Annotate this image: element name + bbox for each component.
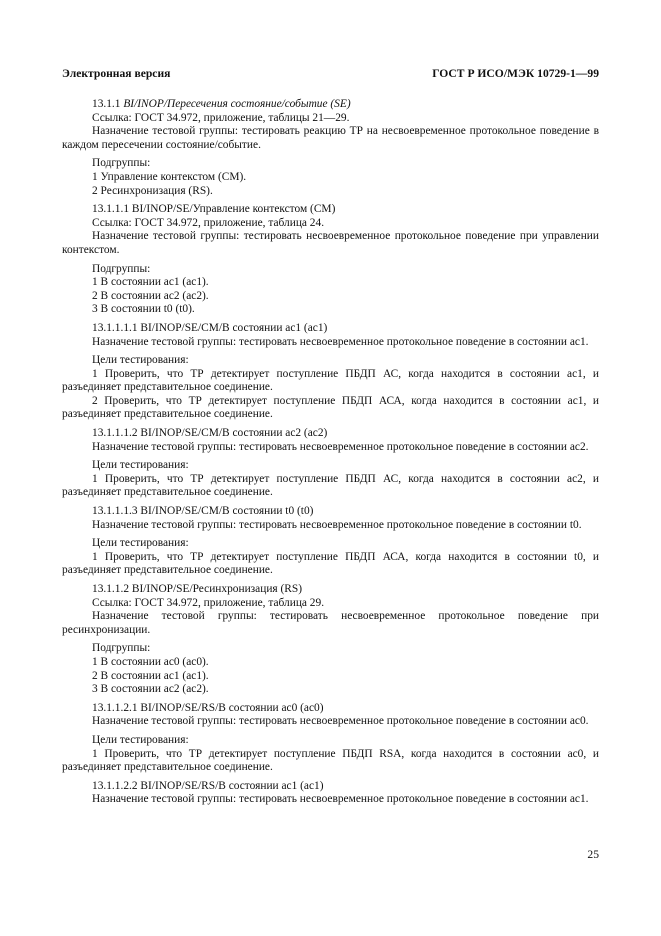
document-body	[62, 98, 599, 807]
paragraph-text: Подгруппы:	[92, 642, 151, 655]
paragraph-text: Назначение тестовой группы: тестировать реакцию ТР на несвоевременное протокольное поведение в каждом пересечении состояние/событие.	[62, 125, 599, 151]
paragraph	[62, 597, 599, 611]
paragraph	[62, 505, 599, 519]
paragraph	[62, 290, 599, 304]
paragraph-text: 2 В состоянии ас2 (ас2).	[92, 289, 209, 302]
paragraph	[62, 459, 599, 473]
paragraph	[62, 354, 599, 368]
paragraph-text: 13.1.1.1.1 BI/INOP/SE/CM/B состоянии ас1 (ас1)	[92, 321, 328, 334]
paragraph	[62, 303, 599, 317]
paragraph	[62, 112, 599, 126]
paragraph-text: Подгруппы:	[92, 262, 151, 275]
paragraph-text: 1 Управление контекстом (СМ).	[92, 170, 247, 183]
paragraph-text: 1 В состоянии ас1 (ас1).	[92, 276, 209, 289]
paragraph	[62, 336, 599, 350]
paragraph	[62, 441, 599, 455]
paragraph-text: Цели тестирования:	[92, 733, 189, 746]
paragraph	[62, 276, 599, 290]
paragraph-text: Назначение тестовой группы: тестировать несвоевременное протокольное поведение в состоянии ас2.	[92, 440, 589, 453]
paragraph-text: Цели тестирования:	[92, 537, 189, 550]
header-right: ГОСТ Р ИСО/МЭК 10729-1—99	[432, 67, 599, 80]
paragraph	[62, 715, 599, 729]
paragraph	[62, 171, 599, 185]
paragraph	[62, 230, 599, 257]
paragraph	[62, 185, 599, 199]
paragraph	[62, 473, 599, 500]
paragraph-text: 3 В состоянии t0 (t0).	[92, 303, 195, 316]
paragraph	[62, 125, 599, 152]
paragraph-text: 1 Проверить, что ТР детектирует поступление ПБДП АС, когда находится в состоянии ас2, и разъединяет представительное соединение.	[62, 472, 599, 499]
paragraph	[62, 98, 599, 112]
paragraph	[62, 519, 599, 533]
paragraph-text: 2 Ресинхронизация (RS).	[92, 184, 213, 197]
paragraph	[62, 551, 599, 578]
paragraph	[62, 670, 599, 684]
paragraph	[62, 203, 599, 217]
paragraph-text: Назначение тестовой группы: тестировать несвоевременное протокольное поведение в состоянии ас1.	[92, 793, 589, 806]
paragraph-text: 13.1.1.2.2 BI/INOP/SE/RS/B состоянии ас1 (ас1)	[92, 779, 324, 792]
paragraph	[62, 157, 599, 171]
paragraph	[62, 610, 599, 637]
paragraph	[62, 642, 599, 656]
paragraph-text: 3 В состоянии ас2 (ас2).	[92, 683, 209, 696]
paragraph	[62, 683, 599, 697]
paragraph-text: 2 В состоянии ас1 (ас1).	[92, 669, 209, 682]
paragraph	[62, 537, 599, 551]
paragraph-text: Цели тестирования:	[92, 354, 189, 367]
paragraph-text: 1 Проверить, что ТР детектирует поступление ПБДП RSA, когда находится в состоянии ас0, и разъединяет представительное соединение.	[62, 747, 599, 774]
paragraph-text: 13.1.1.2.1 BI/INOP/SE/RS/B состоянии ас0 (ас0)	[92, 701, 324, 714]
paragraph-text: 13.1.1.2 BI/INOP/SE/Ресинхронизация (RS)	[92, 583, 303, 595]
paragraph-text: Назначение тестовой группы: тестировать несвоевременное протокольное поведение в состоянии t0.	[92, 518, 582, 531]
paragraph-text: Назначение тестовой группы: тестировать несвоевременное протокольное поведение в состоянии ас1.	[92, 335, 589, 348]
paragraph-text: Назначение тестовой группы: тестировать несвоевременное протокольное поведение в состоянии ас0.	[92, 715, 589, 728]
paragraph	[62, 793, 599, 807]
paragraph-text: Цели тестирования:	[92, 459, 189, 472]
paragraph-text: 13.1.1.1 BI/INOP/SE/Управление контекстом (СМ)	[92, 203, 336, 216]
paragraph-text: Ссылка: ГОСТ 34.972, приложение, таблицы 21—29.	[92, 111, 350, 124]
paragraph	[62, 263, 599, 277]
paragraph-text: 1 Проверить, что ТР детектирует поступление ПБДП АСА, когда находится в состоянии t0, и разъединяет представительное соединение.	[62, 550, 599, 577]
paragraph-text: Ссылка: ГОСТ 34.972, приложение, таблица 24.	[92, 216, 325, 229]
paragraph	[62, 395, 599, 422]
paragraph	[62, 748, 599, 775]
paragraph-text: 13.1.1.1.3 BI/INOP/SE/CM/B состоянии t0 (t0)	[92, 505, 314, 518]
page-number: 25	[587, 848, 599, 861]
paragraph	[62, 322, 599, 336]
paragraph	[62, 368, 599, 395]
paragraph	[62, 780, 599, 794]
paragraph-text: 1 Проверить, что ТР детектирует поступление ПБДП АС, когда находится в состоянии ас1, и разъединяет представительное соединение.	[62, 367, 599, 394]
paragraph-text: 2 Проверить, что ТР детектирует поступление ПБДП АСА, когда находится в состоянии ас1, и разъединяет представительное соединение.	[62, 394, 599, 421]
paragraph-text: 13.1.1.1.2 BI/INOP/SE/CM/B состоянии ас2 (ас2)	[92, 427, 328, 440]
paragraph-text: 1 В состоянии ас0 (ас0).	[92, 655, 209, 668]
paragraph	[62, 427, 599, 441]
paragraph-italic-text: BI/INOP/Пересечения состояние/событие (SE)	[123, 98, 351, 110]
paragraph	[62, 656, 599, 670]
paragraph-text: Ссылка: ГОСТ 34.972, приложение, таблица 29.	[92, 596, 325, 609]
paragraph	[62, 734, 599, 748]
paragraph	[62, 702, 599, 716]
paragraph-text: Назначение тестовой группы: тестировать несвоевременное протокольное поведение при управлении контекстом.	[62, 230, 599, 256]
paragraph-text: 13.1.1	[92, 98, 124, 110]
paragraph-text: Подгруппы:	[92, 157, 151, 170]
paragraph-text: Назначение тестовой группы: тестировать несвоевременное протокольное поведение при ресинхронизации.	[62, 610, 599, 636]
paragraph	[62, 217, 599, 231]
header-left: Электронная версия	[62, 67, 171, 80]
paragraph	[62, 583, 599, 597]
